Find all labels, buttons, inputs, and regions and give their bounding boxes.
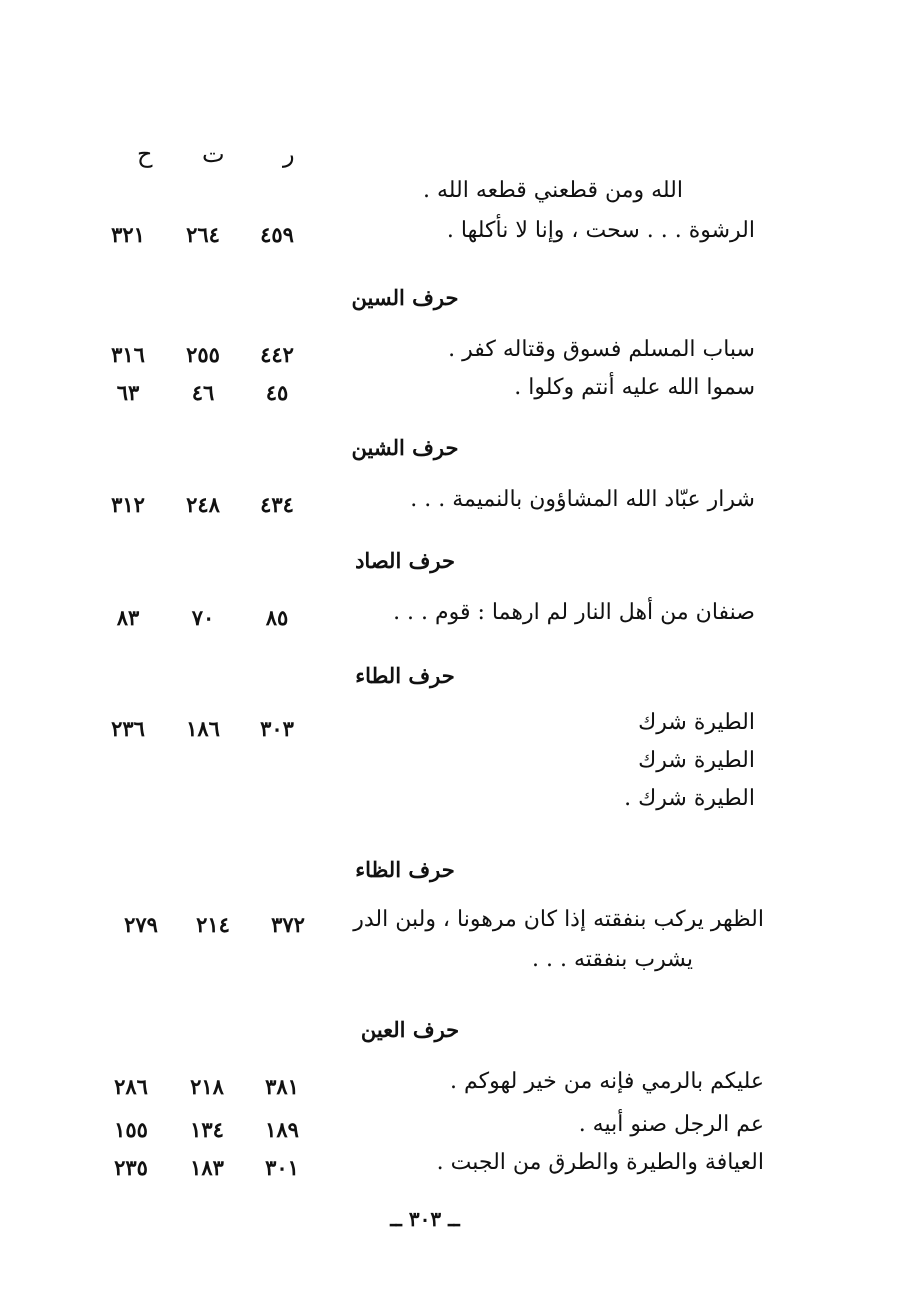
ref-t: ١٨٣ (190, 1155, 224, 1180)
entry-text: يشرب بنفقته . . . (531, 947, 693, 972)
ref-h: ٢٧٩ (124, 912, 158, 937)
ref-t: ٢١٤ (196, 912, 230, 937)
entry-text: الرشوة . . . سحت ، وإنا لا نأكلها . (446, 218, 755, 243)
entry-text: سموا الله عليه أنتم وكلوا . (514, 375, 755, 400)
entry-text: شرار عبّاد الله المشاؤون بالنميمة . . . (410, 487, 755, 512)
ref-r: ٤٤٢ (260, 342, 294, 367)
entry-text: الظهر يركب بنفقته إذا كان مرهونا ، ولبن الدر (353, 907, 764, 932)
section-heading: حرف الشين (351, 435, 459, 460)
ref-h: ٢٨٦ (114, 1074, 148, 1099)
ref-h: ٨٣ (116, 605, 140, 630)
ref-t: ١٣٤ (190, 1117, 224, 1142)
ref-r: ٣٠١ (265, 1155, 299, 1180)
section-heading: حرف السين (351, 285, 459, 310)
ref-h: ١٥٥ (114, 1117, 148, 1142)
column-header-h: ح (137, 140, 153, 168)
ref-t: ٢٥٥ (186, 342, 220, 367)
ref-r: ٣٧٢ (271, 912, 305, 937)
ref-t: ١٨٦ (186, 716, 220, 741)
ref-r: ٤٥ (265, 380, 289, 405)
entry-text: عليكم بالرمي فإنه من خير لهوكم . (450, 1069, 764, 1094)
ref-t: ٤٦ (191, 380, 215, 405)
ref-h: ٦٣ (116, 380, 140, 405)
ref-t: ٢٤٨ (186, 492, 220, 517)
ref-h: ٣١٢ (111, 492, 145, 517)
section-heading: حرف العين (360, 1017, 460, 1042)
entry-text: صنفان من أهل النار لم ارهما : قوم . . . (393, 600, 755, 625)
entry-text: الطيرة شرك (638, 748, 755, 773)
ref-r: ٣٨١ (265, 1074, 299, 1099)
ref-r: ٤٣٤ (260, 492, 294, 517)
ref-r: ٣٠٣ (260, 716, 294, 741)
ref-r: ١٨٩ (265, 1117, 299, 1142)
entry-text: الله ومن قطعني قطعه الله . (422, 178, 683, 203)
page-number: ــ ٣٠٣ ــ (390, 1207, 460, 1231)
column-header-r: ر (283, 140, 295, 168)
ref-t: ٢٦٤ (186, 222, 220, 247)
ref-h: ٢٣٥ (114, 1155, 148, 1180)
ref-r: ٨٥ (265, 605, 289, 630)
ref-t: ٢١٨ (190, 1074, 224, 1099)
entry-text: سباب المسلم فسوق وقتاله كفر . (448, 337, 755, 362)
entry-text: الطيرة شرك . (624, 786, 755, 811)
ref-r: ٤٥٩ (260, 222, 294, 247)
section-heading: حرف الصاد (355, 548, 455, 573)
ref-h: ٢٣٦ (111, 716, 145, 741)
section-heading: حرف الطاء (355, 663, 455, 688)
ref-t: ٧٠ (191, 605, 215, 630)
ref-h: ٣١٦ (111, 342, 145, 367)
section-heading: حرف الظاء (355, 857, 455, 882)
entry-text: العيافة والطيرة والطرق من الجبت . (436, 1150, 764, 1175)
entry-text: الطيرة شرك (638, 710, 755, 735)
ref-h: ٣٢١ (111, 222, 145, 247)
entry-text: عم الرجل صنو أبيه . (578, 1112, 764, 1137)
column-header-t: ت (202, 140, 225, 168)
